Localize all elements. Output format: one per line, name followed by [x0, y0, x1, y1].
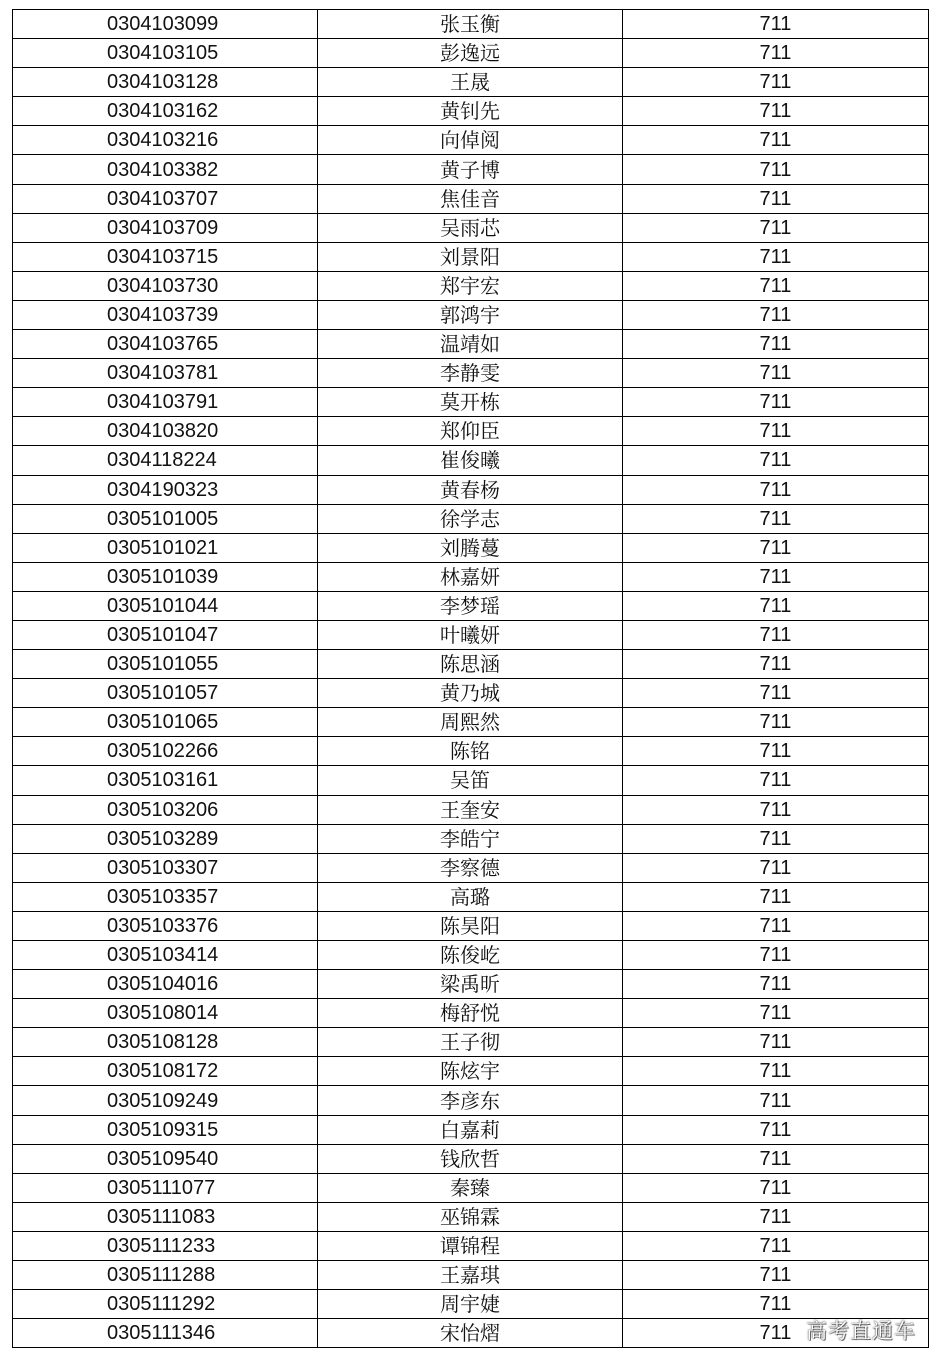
candidate-id-cell: 0304103765	[13, 330, 318, 359]
candidate-name-cell: 高璐	[318, 882, 623, 911]
score-cell: 711	[623, 911, 929, 940]
candidate-id-cell: 0305103357	[13, 882, 318, 911]
score-cell: 711	[623, 766, 929, 795]
candidate-name-cell: 叶曦妍	[318, 620, 623, 649]
table-row	[13, 679, 929, 708]
table-row	[13, 330, 929, 359]
candidate-name-cell: 梅舒悦	[318, 999, 623, 1028]
score-cell: 711	[623, 1231, 929, 1260]
candidate-id-cell: 0304103216	[13, 126, 318, 155]
score-cell: 711	[623, 504, 929, 533]
candidate-name-cell: 彭逸远	[318, 39, 623, 68]
score-cell: 711	[623, 853, 929, 882]
candidate-name-cell: 李梦瑶	[318, 591, 623, 620]
candidate-name-cell: 黄子博	[318, 155, 623, 184]
candidate-name-cell: 王奎安	[318, 795, 623, 824]
candidate-name-cell: 秦臻	[318, 1173, 623, 1202]
candidate-id-cell: 0305111346	[13, 1319, 318, 1348]
candidate-name-cell: 刘腾蔓	[318, 533, 623, 562]
candidate-id-cell: 0305104016	[13, 970, 318, 999]
score-cell: 711	[623, 591, 929, 620]
score-cell: 711	[623, 620, 929, 649]
candidate-id-cell: 0305101039	[13, 562, 318, 591]
candidate-name-cell: 黄钊先	[318, 97, 623, 126]
candidate-id-cell: 0304103781	[13, 359, 318, 388]
candidate-name-cell: 刘景阳	[318, 242, 623, 271]
score-cell: 711	[623, 562, 929, 591]
table-row	[13, 1261, 929, 1290]
table-row	[13, 1202, 929, 1231]
candidate-name-cell: 李彦东	[318, 1086, 623, 1115]
candidate-id-cell: 0305103161	[13, 766, 318, 795]
score-cell: 711	[623, 1261, 929, 1290]
table-row	[13, 242, 929, 271]
candidate-name-cell: 李静雯	[318, 359, 623, 388]
score-cell: 711	[623, 1290, 929, 1319]
table-row	[13, 68, 929, 97]
table-row	[13, 533, 929, 562]
candidate-name-cell: 郑宇宏	[318, 271, 623, 300]
table-row	[13, 1290, 929, 1319]
candidate-name-cell: 王嘉琪	[318, 1261, 623, 1290]
score-cell: 711	[623, 970, 929, 999]
candidate-id-cell: 0305103376	[13, 911, 318, 940]
candidate-name-cell: 白嘉莉	[318, 1115, 623, 1144]
candidate-name-cell: 巫锦霖	[318, 1202, 623, 1231]
candidate-id-cell: 0304190323	[13, 475, 318, 504]
score-cell: 711	[623, 126, 929, 155]
candidate-name-cell: 吴雨芯	[318, 213, 623, 242]
candidate-id-cell: 0305111077	[13, 1173, 318, 1202]
candidate-name-cell: 周熙然	[318, 708, 623, 737]
candidate-id-cell: 0304103105	[13, 39, 318, 68]
score-cell: 711	[623, 1202, 929, 1231]
candidate-id-cell: 0304103382	[13, 155, 318, 184]
table-row	[13, 155, 929, 184]
results-table-body	[13, 10, 929, 1348]
table-row	[13, 388, 929, 417]
table-row	[13, 97, 929, 126]
table-row	[13, 213, 929, 242]
table-row	[13, 126, 929, 155]
score-cell: 711	[623, 271, 929, 300]
candidate-id-cell: 0305108172	[13, 1057, 318, 1086]
candidate-name-cell: 宋怡熠	[318, 1319, 623, 1348]
table-row	[13, 853, 929, 882]
candidate-name-cell: 李察德	[318, 853, 623, 882]
candidate-name-cell: 周宇婕	[318, 1290, 623, 1319]
candidate-id-cell: 0305103289	[13, 824, 318, 853]
score-cell: 711	[623, 388, 929, 417]
score-cell: 711	[623, 1173, 929, 1202]
candidate-name-cell: 王子彻	[318, 1028, 623, 1057]
candidate-id-cell: 0304103707	[13, 184, 318, 213]
table-row	[13, 1319, 929, 1348]
table-row	[13, 475, 929, 504]
score-cell: 711	[623, 10, 929, 39]
candidate-id-cell: 0305102266	[13, 737, 318, 766]
candidate-name-cell: 黄乃城	[318, 679, 623, 708]
candidate-id-cell: 0305111288	[13, 1261, 318, 1290]
score-cell: 711	[623, 1057, 929, 1086]
score-cell: 711	[623, 1086, 929, 1115]
candidate-id-cell: 0305109540	[13, 1144, 318, 1173]
table-row	[13, 999, 929, 1028]
table-row	[13, 795, 929, 824]
candidate-name-cell: 梁禹昕	[318, 970, 623, 999]
candidate-id-cell: 0304103791	[13, 388, 318, 417]
candidate-id-cell: 0304103128	[13, 68, 318, 97]
candidate-name-cell: 林嘉妍	[318, 562, 623, 591]
candidate-id-cell: 0304103099	[13, 10, 318, 39]
table-row	[13, 300, 929, 329]
candidate-id-cell: 0305103206	[13, 795, 318, 824]
score-cell: 711	[623, 1028, 929, 1057]
table-row	[13, 184, 929, 213]
candidate-id-cell: 0304103820	[13, 417, 318, 446]
table-row	[13, 911, 929, 940]
score-cell: 711	[623, 97, 929, 126]
candidate-id-cell: 0305109315	[13, 1115, 318, 1144]
candidate-name-cell: 钱欣哲	[318, 1144, 623, 1173]
candidate-name-cell: 陈炫宇	[318, 1057, 623, 1086]
score-cell: 711	[623, 39, 929, 68]
table-row	[13, 1115, 929, 1144]
table-row	[13, 562, 929, 591]
table-row	[13, 882, 929, 911]
candidate-name-cell: 谭锦程	[318, 1231, 623, 1260]
candidate-name-cell: 郭鸿宇	[318, 300, 623, 329]
score-cell: 711	[623, 1115, 929, 1144]
score-cell: 711	[623, 679, 929, 708]
score-cell: 711	[623, 475, 929, 504]
candidate-name-cell: 李皓宁	[318, 824, 623, 853]
candidate-id-cell: 0305103307	[13, 853, 318, 882]
candidate-id-cell: 0305101057	[13, 679, 318, 708]
watermark-text: 高考直通车	[806, 1319, 916, 1343]
candidate-id-cell: 0304103715	[13, 242, 318, 271]
score-cell: 711	[623, 650, 929, 679]
table-row	[13, 708, 929, 737]
table-row	[13, 359, 929, 388]
candidate-id-cell: 0305101044	[13, 591, 318, 620]
table-row	[13, 1086, 929, 1115]
candidate-name-cell: 王晟	[318, 68, 623, 97]
results-table	[12, 9, 929, 1348]
table-row	[13, 1144, 929, 1173]
score-cell: 711	[623, 999, 929, 1028]
candidate-name-cell: 黄春杨	[318, 475, 623, 504]
score-cell: 711	[623, 533, 929, 562]
candidate-id-cell: 0305111083	[13, 1202, 318, 1231]
score-cell: 711	[623, 446, 929, 475]
candidate-id-cell: 0304103709	[13, 213, 318, 242]
candidate-id-cell: 0305103414	[13, 941, 318, 970]
candidate-id-cell: 0304118224	[13, 446, 318, 475]
candidate-name-cell: 吴笛	[318, 766, 623, 795]
score-cell: 711	[623, 68, 929, 97]
score-cell: 711	[623, 824, 929, 853]
table-row	[13, 650, 929, 679]
table-row	[13, 1028, 929, 1057]
candidate-name-cell: 郑仰臣	[318, 417, 623, 446]
score-cell: 711	[623, 359, 929, 388]
score-cell: 711	[623, 882, 929, 911]
table-row	[13, 446, 929, 475]
candidate-id-cell: 0304103162	[13, 97, 318, 126]
candidate-id-cell: 0304103739	[13, 300, 318, 329]
candidate-id-cell: 0305101047	[13, 620, 318, 649]
candidate-name-cell: 徐学志	[318, 504, 623, 533]
table-row	[13, 504, 929, 533]
candidate-id-cell: 0305101065	[13, 708, 318, 737]
table-row	[13, 737, 929, 766]
table-row	[13, 417, 929, 446]
candidate-id-cell: 0305109249	[13, 1086, 318, 1115]
candidate-id-cell: 0305101021	[13, 533, 318, 562]
candidate-name-cell: 焦佳音	[318, 184, 623, 213]
table-row	[13, 941, 929, 970]
candidate-name-cell: 陈俊屹	[318, 941, 623, 970]
table-row	[13, 1173, 929, 1202]
score-cell: 711	[623, 330, 929, 359]
score-cell: 711	[623, 1319, 929, 1348]
score-cell: 711	[623, 300, 929, 329]
table-row	[13, 1231, 929, 1260]
candidate-id-cell: 0305108014	[13, 999, 318, 1028]
table-row	[13, 620, 929, 649]
candidate-id-cell: 0305111292	[13, 1290, 318, 1319]
results-table-container	[12, 9, 928, 1348]
candidate-id-cell: 0304103730	[13, 271, 318, 300]
candidate-name-cell: 向倬阅	[318, 126, 623, 155]
candidate-name-cell: 陈昊阳	[318, 911, 623, 940]
score-cell: 711	[623, 155, 929, 184]
candidate-id-cell: 0305101005	[13, 504, 318, 533]
score-cell: 711	[623, 795, 929, 824]
candidate-name-cell: 莫开栋	[318, 388, 623, 417]
candidate-id-cell: 0305108128	[13, 1028, 318, 1057]
score-cell: 711	[623, 708, 929, 737]
candidate-name-cell: 崔俊曦	[318, 446, 623, 475]
candidate-id-cell: 0305111233	[13, 1231, 318, 1260]
table-row	[13, 271, 929, 300]
candidate-name-cell: 陈思涵	[318, 650, 623, 679]
score-cell: 711	[623, 184, 929, 213]
candidate-name-cell: 陈铭	[318, 737, 623, 766]
table-row	[13, 591, 929, 620]
candidate-name-cell: 温靖如	[318, 330, 623, 359]
candidate-name-cell: 张玉衡	[318, 10, 623, 39]
table-row	[13, 970, 929, 999]
table-row	[13, 39, 929, 68]
table-row	[13, 10, 929, 39]
score-cell: 711	[623, 737, 929, 766]
table-row	[13, 766, 929, 795]
candidate-id-cell: 0305101055	[13, 650, 318, 679]
score-cell: 711	[623, 213, 929, 242]
score-cell: 711	[623, 941, 929, 970]
table-row	[13, 1057, 929, 1086]
score-cell: 711	[623, 417, 929, 446]
table-row	[13, 824, 929, 853]
score-cell: 711	[623, 1144, 929, 1173]
score-cell: 711	[623, 242, 929, 271]
